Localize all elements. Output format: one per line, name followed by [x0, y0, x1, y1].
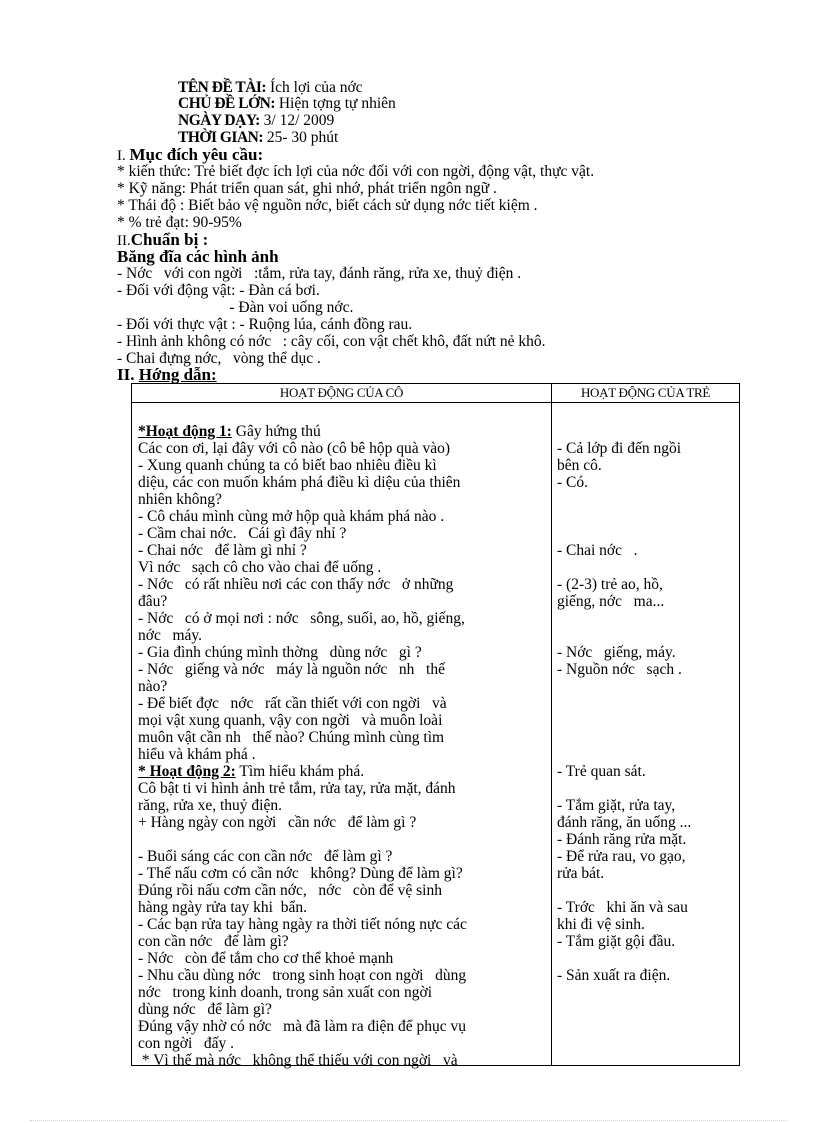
- theme-line: [178, 96, 396, 112]
- teacher-line: Đúng rồi nấu cơm cần nớc, nớc còn để vệ sinh: [138, 882, 442, 899]
- table-header-row: [132, 384, 740, 403]
- teacher-line: - Các bạn rửa tay hàng ngày ra thời tiết nóng nực các: [138, 916, 467, 933]
- teacher-line: diệu, các con muốn khám phá điều kì diệu của thiên: [138, 474, 461, 491]
- teacher-line: con ngời đấy .: [138, 1035, 235, 1052]
- teacher-line: răng, rửa xe, thuỷ điện.: [138, 797, 282, 814]
- child-line: - Tắm giặt, rửa tay,: [557, 797, 676, 814]
- child-line: - Có.: [557, 474, 588, 491]
- child-line: - Nguồn nớc sạch .: [557, 661, 682, 678]
- section2-item: - Đối với động vật: - Đàn cá bơi.: [117, 282, 320, 299]
- teacher-line: nớc máy.: [138, 627, 203, 644]
- child-activity-cell: [552, 403, 740, 1066]
- child-line: - Trớc khi ăn và sau: [557, 899, 688, 916]
- section3-number: II.: [117, 365, 139, 384]
- section3-title: Hớng dẫn:: [138, 365, 217, 384]
- section1-item: * Kỹ năng: Phát triển quan sát, ghi nhớ, phát triển ngôn ngữ .: [117, 180, 497, 197]
- teacher-line: - Nớc còn để tắm cho cơ thể khoẻ mạnh: [138, 950, 394, 967]
- theme-label: CHỦ ĐỀ LỚN:: [178, 95, 275, 112]
- teacher-activity-cell: [132, 403, 552, 1069]
- teacher-line: con cần nớc để làm gì?: [138, 933, 289, 950]
- date-value: 3/ 12/ 2009: [259, 112, 335, 129]
- teacher-line: - Nớc có ở mọi nơi : nớc sông, suối, ao, hồ, giếng,: [138, 610, 465, 627]
- teacher-line: - Để biết đợc nớc rất cần thiết với con ngời và: [138, 695, 447, 712]
- teacher-line: - Cầm chai nớc. Cái gì đây nhỉ ?: [138, 525, 347, 542]
- teacher-line: - Thế nấu cơm có cần nớc không? Dùng để làm gì?: [138, 865, 463, 882]
- section2-item: - Chai đựng nớc, vòng thể dục .: [117, 350, 321, 367]
- teacher-line: - Buổi sáng các con cần nớc để làm gì ?: [138, 848, 393, 865]
- activity2-subtitle: Tìm hiểu khám phá.: [235, 763, 365, 780]
- theme-value: Hiện tợng tự nhiên: [274, 95, 396, 112]
- child-line: - Tắm giặt gội đầu.: [557, 933, 676, 950]
- child-line: - Cả lớp đi đến ngồi: [557, 440, 681, 457]
- teacher-line: Các con ơi, lại đây với cô nào (cô bê hộp quà vào): [138, 440, 451, 457]
- date-label: NGÀY DẠY:: [178, 112, 260, 129]
- teacher-line: - Cô cháu mình cùng mở hộp quà khám phá nào .: [138, 508, 445, 525]
- child-line: khi đi vệ sinh.: [557, 916, 645, 933]
- child-line: - Để rửa rau, vo gạo,: [557, 848, 686, 865]
- teacher-line: - Nớc giếng và nớc máy là nguồn nớc nh thế: [138, 661, 445, 678]
- section2-item: - Nớc với con ngời :tắm, rửa tay, đánh răng, rửa xe, thuỷ điện .: [117, 265, 522, 282]
- activity1-title: *Hoạt động 1:: [138, 423, 232, 440]
- section1-item: * kiến thức: Trẻ biết đợc ích lợi của nớc đối với con ngời, động vật, thực vật.: [117, 163, 595, 180]
- teacher-line: hàng ngày rửa tay khi bẩn.: [138, 899, 307, 916]
- child-line: - (2-3) trẻ ao, hồ,: [557, 576, 663, 593]
- teacher-line: dùng nớc để làm gì?: [138, 1001, 272, 1018]
- activity2-title: * Hoạt động 2:: [138, 763, 236, 780]
- child-line: rửa bát.: [557, 865, 605, 882]
- teacher-line: muôn vật cần nh thế nào? Chúng mình cùng tìm: [138, 729, 445, 746]
- child-line: - Nớc giếng, máy.: [557, 644, 676, 661]
- teacher-line: - Xung quanh chúng ta có biết bao nhiêu điều kì: [138, 457, 437, 474]
- teacher-line: nớc trong kinh doanh, trong sản xuất con ngời: [138, 984, 433, 1001]
- section2-number: II.: [117, 233, 131, 249]
- teacher-line: Đúng vậy nhờ có nớc mà đã làm ra điện để phục vụ: [138, 1018, 467, 1035]
- teacher-column-header: HOẠT ĐỘNG CỦA CÔ: [132, 384, 552, 403]
- time-line: [178, 130, 338, 146]
- topic-value: Ích lợi của nớc: [266, 79, 363, 96]
- section1-number: I.: [117, 148, 130, 164]
- topic-line: [178, 80, 363, 96]
- teacher-line: nào?: [138, 678, 168, 695]
- section2-subtitle: Băng đĩa các hình ảnh: [117, 247, 279, 266]
- teacher-line: - Chai nớc để làm gì nhỉ ?: [138, 542, 307, 559]
- activity2-heading: [138, 764, 364, 780]
- teacher-line: * Vì thế mà nớc không thể thiếu với con ngời và: [138, 1052, 458, 1069]
- child-line: - Sản xuất ra điện.: [557, 967, 671, 984]
- teacher-line: hiểu và khám phá .: [138, 746, 256, 763]
- section1-title: Mục đích yêu cầu:: [129, 145, 264, 164]
- section2-item: - Đàn voi uống nớc.: [117, 299, 354, 316]
- topic-label: TÊN ĐỀ TÀI:: [178, 79, 267, 96]
- teacher-line: Vì nớc sạch cô cho vào chai để uống .: [138, 559, 382, 576]
- child-line: - Chai nớc .: [557, 542, 638, 559]
- activity1-heading: [138, 424, 321, 440]
- teacher-line: - Nớc có rất nhiều nơi các con thấy nớc ở những: [138, 576, 454, 593]
- teacher-line: mọi vật xung quanh, vậy con ngời và muôn loài: [138, 712, 443, 729]
- section1-heading: [117, 147, 263, 164]
- teacher-line: nhiên không?: [138, 491, 222, 508]
- time-value: 25- 30 phút: [263, 129, 339, 146]
- teacher-line: - Gia đình chúng mình thờng dùng nớc gì ?: [138, 644, 422, 661]
- section1-item: * % trẻ đạt: 90-95%: [117, 214, 242, 231]
- teacher-line: Cô bật ti vi hình ảnh trẻ tắm, rửa tay, rửa mặt, đánh: [138, 780, 456, 797]
- time-label: THỜI GIAN:: [178, 129, 263, 146]
- child-column-header: HOẠT ĐỘNG CỦA TRẺ: [552, 384, 740, 403]
- page-bottom-divider: [30, 1120, 786, 1121]
- section1-item: * Thái độ : Biết bảo vệ nguồn nớc, biết cách sử dụng nớc tiết kiệm .: [117, 197, 538, 214]
- section2-item: - Hình ảnh không có nớc : cây cối, con vật chết khô, đất nứt nẻ khô.: [117, 333, 546, 350]
- child-line: đánh răng, ăn uống ...: [557, 814, 692, 831]
- section2-item: - Đối với thực vật : - Ruộng lúa, cánh đồng rau.: [117, 316, 413, 333]
- teacher-line: đâu?: [138, 593, 168, 610]
- date-line: [178, 113, 334, 129]
- teacher-line: - Nhu cầu dùng nớc trong sinh hoạt con ngời dùng: [138, 967, 467, 984]
- teacher-line: + Hàng ngày con ngời cần nớc để làm gì ?: [138, 814, 417, 831]
- section3-heading: [117, 367, 217, 384]
- child-line: - Trẻ quan sát.: [557, 763, 646, 780]
- activity1-subtitle: Gây hứng thú: [231, 423, 321, 440]
- section2-title: Chuẩn bị :: [130, 230, 209, 249]
- child-line: - Đánh răng rửa mặt.: [557, 831, 687, 848]
- table-row: [132, 403, 740, 1066]
- activity-table: [131, 383, 740, 1069]
- child-line: giếng, nớc ma...: [557, 593, 665, 610]
- child-line: bên cô.: [557, 457, 602, 474]
